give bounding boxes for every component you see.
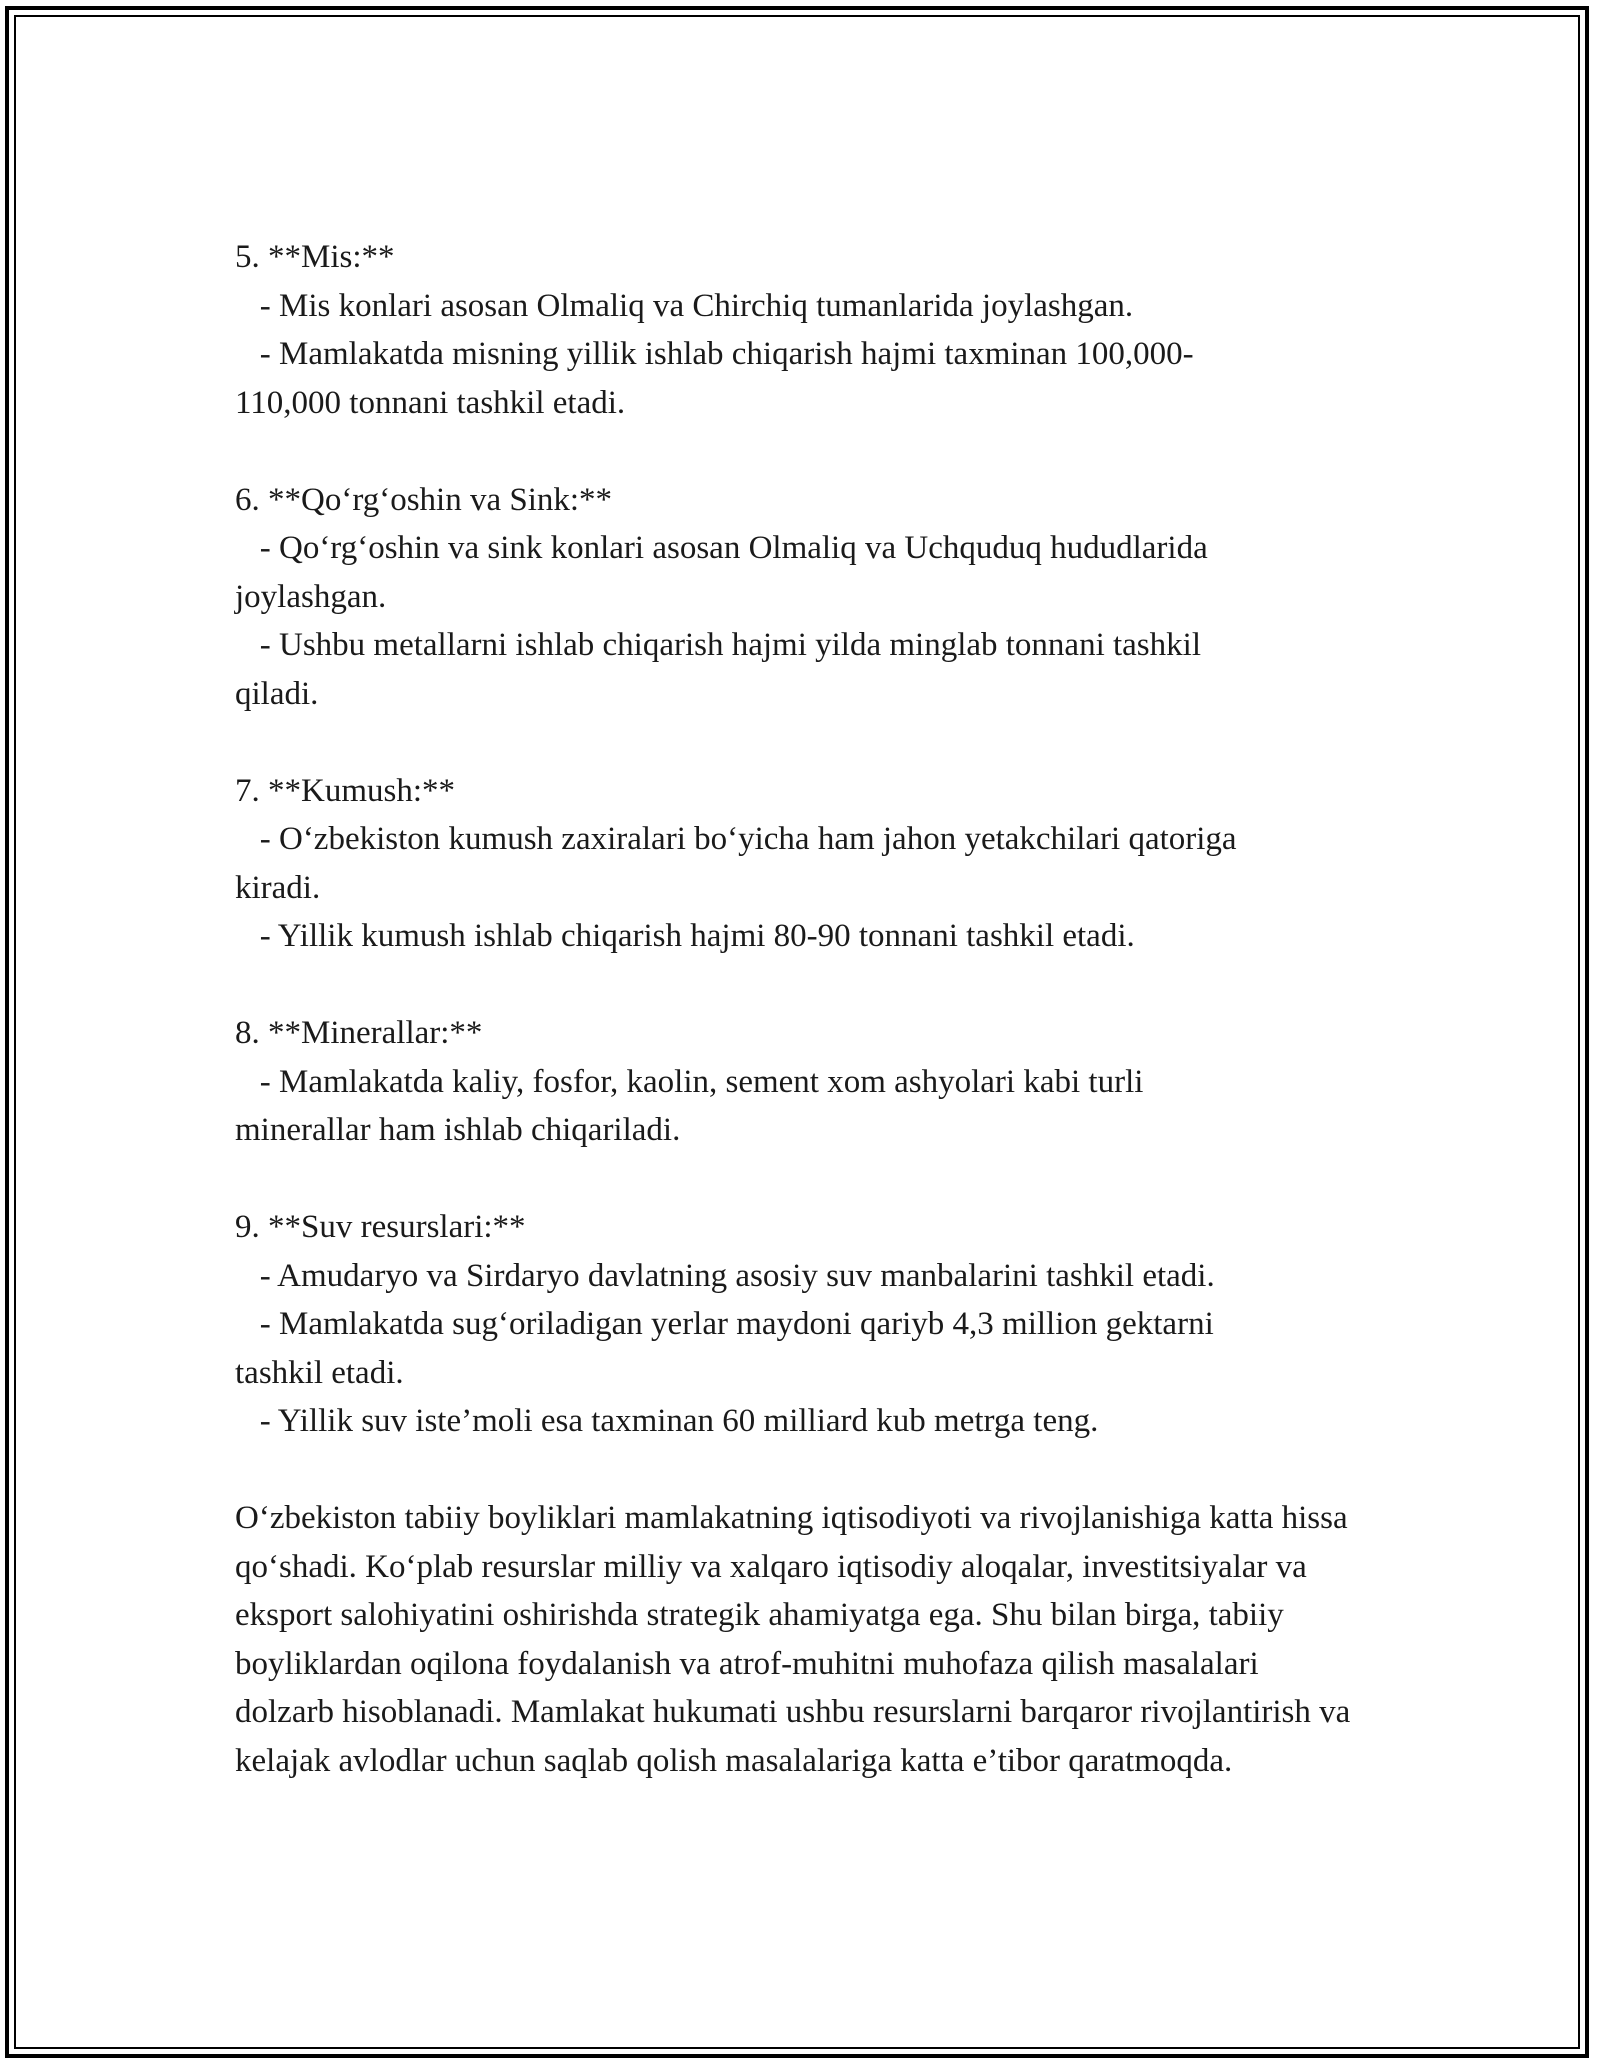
section-minerallar [235, 1009, 1365, 1155]
list-item: - Mamlakatda misning yillik ishlab chiqarish hajmi taxminan 100,000- 110,000 tonnani tashkil etadi. [235, 336, 1194, 421]
list-item: - Mamlakatda sug‘oriladigan yerlar maydoni qariyb 4,3 million gektarni tashkil etadi. [235, 1306, 1214, 1391]
list-item: - Yillik kumush ishlab chiqarish hajmi 80-90 tonnani tashkil etadi. [235, 918, 1135, 954]
section-heading: 8. **Minerallar:** [235, 1015, 483, 1051]
list-item: - Mis konlari asosan Olmaliq va Chirchiq tumanlarida joylashgan. [235, 287, 1134, 324]
list-item: - Qo‘rg‘oshin va sink konlari asosan Olmaliq va Uchquduq hududlarida joylashgan. [235, 530, 1208, 615]
list-item: - O‘zbekiston kumush zaxiralari bo‘yicha ham jahon yetakchilari qatoriga kiradi. [235, 821, 1237, 906]
section-mis [235, 233, 1365, 427]
section-qorgoshin-sink [235, 476, 1365, 719]
list-item: - Amudaryo va Sirdaryo davlatning asosiy suv manbalarini tashkil etadi. [235, 1257, 1215, 1294]
section-kumush [235, 767, 1365, 961]
section-heading: 7. **Kumush:** [235, 772, 456, 809]
list-item: - Ushbu metallarni ishlab chiqarish hajmi yilda minglab tonnani tashkil qiladi. [235, 627, 1201, 712]
section-heading: 6. **Qo‘rg‘oshin va Sink:** [235, 481, 613, 518]
section-heading: 5. **Mis:** [235, 239, 395, 275]
list-item: - Yillik suv iste’moli esa taxminan 60 milliard kub metrga teng. [235, 1403, 1099, 1439]
list-item: - Mamlakatda kaliy, fosfor, kaolin, sement xom ashyolari kabi turli minerallar ham ishlab chiqariladi. [235, 1063, 1144, 1148]
section-heading: 9. **Suv resurslari:** [235, 1209, 526, 1245]
document-body [235, 233, 1365, 1785]
conclusion-paragraph: O‘zbekiston tabiiy boyliklari mamlakatning iqtisodiyoti va rivojlanishiga katta hissa qo‘shadi. Ko‘plab resurslar milliy va xalqaro iqtisodiy aloqalar, investitsiyalar va eksport salohiyatini oshirishda strategik ahamiyatga ega. Shu bilan birga, tabiiy boyliklardan oqilona foydalanish va atrof-muhitni muhofaza qilish masalalari dolzarb hisoblanadi. Mamlakat hukumati ushbu resurslarni barqaror rivojlantirish va kelajak avlodlar uchun saqlab qolish masalalariga katta e’tibor qaratmoqda. [235, 1500, 1351, 1779]
section-suv-resurslari [235, 1203, 1365, 1446]
